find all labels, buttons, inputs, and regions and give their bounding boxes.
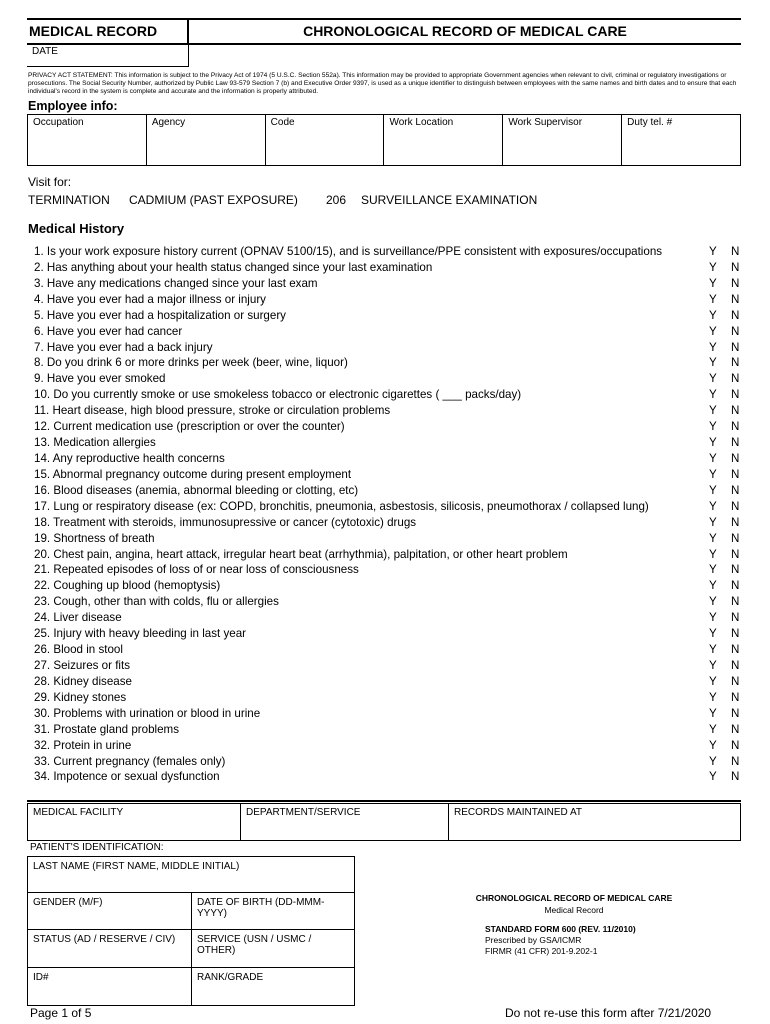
question-text: 7. Have you ever had a back injury: [34, 340, 213, 354]
question-row: [34, 244, 742, 260]
yes-option[interactable]: Y: [709, 436, 717, 450]
no-option[interactable]: N: [731, 388, 740, 402]
question-text: 10. Do you currently smoke or use smokeless tobacco or electronic cigarettes ( ___ packs/day): [34, 388, 522, 402]
gender-label: GENDER (M/F): [33, 897, 103, 908]
yes-option[interactable]: Y: [709, 292, 717, 306]
question-text: 33. Current pregnancy (females only): [34, 754, 226, 768]
dob-label: DATE OF BIRTH (DD-MMM-YYYY): [197, 897, 325, 919]
question-text: 32. Protein in urine: [34, 738, 132, 752]
yes-option[interactable]: Y: [709, 531, 717, 545]
no-option[interactable]: N: [731, 483, 740, 497]
no-option[interactable]: N: [731, 515, 740, 529]
question-row: [34, 324, 742, 340]
yes-option[interactable]: Y: [709, 388, 717, 402]
standard-form-block: [485, 924, 636, 957]
code-label: Code: [270, 117, 295, 128]
question-text: 12. Current medication use (prescription or over the counter): [34, 420, 345, 434]
yes-option[interactable]: Y: [709, 308, 717, 322]
work-location-field[interactable]: [384, 115, 503, 165]
visit-exam: SURVEILLANCE EXAMINATION: [361, 193, 538, 207]
question-text: 14. Any reproductive health concerns: [34, 451, 225, 465]
question-row: [34, 419, 742, 435]
yes-option[interactable]: Y: [709, 579, 717, 593]
employee-info-title: Employee info:: [28, 99, 118, 113]
yes-option[interactable]: Y: [709, 563, 717, 577]
yes-option[interactable]: Y: [709, 595, 717, 609]
question-text: 18. Treatment with steroids, immunosupressive or cancer (cytotoxic) drugs: [34, 515, 417, 529]
yes-option[interactable]: Y: [709, 770, 717, 784]
yes-option[interactable]: Y: [709, 690, 717, 704]
question-row: [34, 531, 742, 547]
question-row: [34, 403, 742, 419]
status-service-row: [28, 930, 354, 968]
question-text: 29. Kidney stones: [34, 690, 127, 704]
no-option[interactable]: N: [731, 356, 740, 370]
medical-history-questions: [34, 244, 742, 785]
no-option[interactable]: N: [731, 627, 740, 641]
form-info-subtitle: Medical Record: [544, 905, 604, 915]
yes-option[interactable]: Y: [709, 324, 717, 338]
patient-id-label: PATIENT'S IDENTIFICATION:: [30, 842, 164, 853]
question-text: 30. Problems with urination or blood in urine: [34, 706, 261, 720]
question-row: [34, 387, 742, 403]
question-row: [34, 435, 742, 451]
question-row: [34, 451, 742, 467]
form-header: [27, 18, 741, 45]
department-label: DEPARTMENT/SERVICE: [246, 807, 361, 818]
no-option[interactable]: N: [731, 451, 740, 465]
question-text: 21. Repeated episodes of loss of or near loss of consciousness: [34, 563, 359, 577]
duty-tel-field[interactable]: [622, 115, 740, 165]
no-option[interactable]: N: [731, 308, 740, 322]
no-option[interactable]: N: [731, 579, 740, 593]
page-number: Page 1 of 5: [30, 1006, 92, 1020]
question-row: [34, 499, 742, 515]
prescribed-by: Prescribed by GSA/ICMR: [485, 935, 582, 945]
gender-field[interactable]: [28, 893, 192, 929]
question-row: [34, 658, 742, 674]
yes-option[interactable]: Y: [709, 483, 717, 497]
agency-field[interactable]: [147, 115, 266, 165]
question-text: 31. Prostate gland problems: [34, 722, 180, 736]
question-row: [34, 467, 742, 483]
employee-info-table: [27, 114, 741, 166]
question-row: [34, 515, 742, 531]
firmr-reference: FIRMR (41 CFR) 201-9.202-1: [485, 946, 598, 956]
question-text: 15. Abnormal pregnancy outcome during present employment: [34, 467, 352, 481]
medical-history-title: Medical History: [28, 221, 125, 236]
question-text: 3. Have any medications changed since your last exam: [34, 276, 318, 290]
question-row: [34, 308, 742, 324]
id-rank-row: [28, 968, 354, 1005]
question-text: 17. Lung or respiratory disease (ex: COPD, bronchitis, pneumonia, asbestosis, silicosis, pneumothorax / collapsed lung): [34, 499, 649, 513]
date-label: DATE: [32, 46, 58, 57]
work-supervisor-label: Work Supervisor: [508, 117, 583, 128]
no-option[interactable]: N: [731, 276, 740, 290]
patient-id-table: [27, 856, 355, 1006]
standard-form-number: STANDARD FORM 600 (REV. 11/2010): [485, 924, 636, 934]
yes-option[interactable]: Y: [709, 643, 717, 657]
question-row: [34, 355, 742, 371]
agency-label: Agency: [151, 117, 186, 128]
question-row: [34, 690, 742, 706]
question-text: 23. Cough, other than with colds, flu or allergies: [34, 595, 279, 609]
question-row: [34, 562, 742, 578]
rank-field[interactable]: [192, 968, 354, 1005]
question-row: [34, 754, 742, 770]
question-row: [34, 722, 742, 738]
status-field[interactable]: [28, 930, 192, 967]
question-row: [34, 547, 742, 563]
yes-option[interactable]: Y: [709, 515, 717, 529]
dob-field[interactable]: [192, 893, 354, 929]
occupation-label: Occupation: [33, 117, 84, 128]
yes-option[interactable]: Y: [709, 722, 717, 736]
question-text: 13. Medication allergies: [34, 436, 156, 450]
id-field[interactable]: [28, 968, 192, 1005]
question-text: 4. Have you ever had a major illness or injury: [34, 292, 266, 306]
visit-exposure: CADMIUM (PAST EXPOSURE): [129, 193, 298, 207]
no-option[interactable]: N: [731, 738, 740, 752]
yes-option[interactable]: Y: [709, 451, 717, 465]
question-row: [34, 626, 742, 642]
visit-label: Visit for:: [28, 175, 72, 189]
yes-option[interactable]: Y: [709, 499, 717, 513]
form-info-title: CHRONOLOGICAL RECORD OF MEDICAL CARE: [475, 893, 673, 903]
status-label: STATUS (AD / RESERVE / CIV): [33, 934, 176, 945]
question-text: 26. Blood in stool: [34, 643, 123, 657]
no-option[interactable]: N: [731, 324, 740, 338]
question-row: [34, 674, 742, 690]
work-location-label: Work Location: [389, 117, 454, 128]
yes-option[interactable]: Y: [709, 356, 717, 370]
question-row: [34, 706, 742, 722]
no-option[interactable]: N: [731, 292, 740, 306]
no-option[interactable]: N: [731, 499, 740, 513]
no-option[interactable]: N: [731, 595, 740, 609]
yes-option[interactable]: Y: [709, 611, 717, 625]
yes-option[interactable]: Y: [709, 706, 717, 720]
yes-option[interactable]: Y: [709, 467, 717, 481]
question-row: [34, 260, 742, 276]
question-row: [34, 292, 742, 308]
medical-record-title: MEDICAL RECORD: [27, 20, 189, 43]
yes-option[interactable]: Y: [709, 276, 717, 290]
occupation-field[interactable]: [28, 115, 147, 165]
question-text: 28. Kidney disease: [34, 674, 132, 688]
last-name-field[interactable]: [28, 857, 354, 893]
no-option[interactable]: N: [731, 690, 740, 704]
reuse-notice: Do not re-use this form after 7/21/2020: [505, 1006, 712, 1020]
question-row: [34, 371, 742, 387]
question-row: [34, 769, 742, 785]
question-row: [34, 483, 742, 499]
yes-option[interactable]: Y: [709, 674, 717, 688]
form-main-title: CHRONOLOGICAL RECORD OF MEDICAL CARE: [303, 23, 627, 39]
yes-option[interactable]: Y: [709, 547, 717, 561]
service-label: SERVICE (USN / USMC / OTHER): [197, 934, 312, 956]
medical-facility-field[interactable]: [28, 804, 241, 840]
no-option[interactable]: N: [731, 674, 740, 688]
question-text: 1. Is your work exposure history current (OPNAV 5100/15), and is surveillance/PPE consistent with exposures/occupations: [34, 245, 663, 258]
question-text: 5. Have you ever had a hospitalization or surgery: [34, 308, 286, 322]
records-maintained-field[interactable]: [449, 804, 740, 840]
yes-option[interactable]: Y: [709, 260, 717, 274]
question-text: 11. Heart disease, high blood pressure, stroke or circulation problems: [34, 404, 391, 418]
no-option[interactable]: N: [731, 420, 740, 434]
question-text: 34. Impotence or sexual dysfunction: [34, 770, 220, 784]
visit-code: 206: [326, 193, 347, 207]
no-option[interactable]: N: [731, 245, 740, 258]
question-row: [34, 642, 742, 658]
question-text: 27. Seizures or fits: [34, 658, 131, 672]
question-text: 22. Coughing up blood (hemoptysis): [34, 579, 221, 593]
no-option[interactable]: N: [731, 404, 740, 418]
yes-option[interactable]: Y: [709, 658, 717, 672]
question-text: 6. Have you ever had cancer: [34, 324, 183, 338]
question-row: [34, 340, 742, 356]
gender-dob-row: [28, 893, 354, 930]
yes-option[interactable]: Y: [709, 404, 717, 418]
yes-option[interactable]: Y: [709, 420, 717, 434]
work-supervisor-field[interactable]: [503, 115, 622, 165]
question-row: [34, 738, 742, 754]
no-option[interactable]: N: [731, 467, 740, 481]
question-text: 9. Have you ever smoked: [34, 372, 166, 386]
question-text: 19. Shortness of breath: [34, 531, 155, 545]
yes-option[interactable]: Y: [709, 627, 717, 641]
no-option[interactable]: N: [731, 722, 740, 736]
facility-table: [27, 803, 741, 841]
question-text: 16. Blood diseases (anemia, abnormal bleeding or clotting, etc): [34, 483, 359, 497]
rank-label: RANK/GRADE: [197, 972, 264, 983]
last-name-label: LAST NAME (FIRST NAME, MIDDLE INITIAL): [33, 861, 240, 872]
medical-facility-label: MEDICAL FACILITY: [33, 807, 124, 818]
records-maintained-label: RECORDS MAINTAINED AT: [454, 807, 582, 818]
no-option[interactable]: N: [731, 547, 740, 561]
no-option[interactable]: N: [731, 658, 740, 672]
no-option[interactable]: N: [731, 754, 740, 768]
no-option[interactable]: N: [731, 531, 740, 545]
yes-option[interactable]: Y: [709, 372, 717, 386]
question-text: 20. Chest pain, angina, heart attack, irregular heart beat (arrhythmia), palpitation, or other heart problem: [34, 547, 568, 561]
yes-option[interactable]: Y: [709, 754, 717, 768]
section-divider: [27, 800, 741, 802]
question-text: 24. Liver disease: [34, 611, 122, 625]
question-row: [34, 276, 742, 292]
no-option[interactable]: N: [731, 611, 740, 625]
code-field[interactable]: [266, 115, 385, 165]
yes-option[interactable]: Y: [709, 340, 717, 354]
duty-tel-label: Duty tel. #: [627, 117, 673, 128]
no-option[interactable]: N: [731, 563, 740, 577]
question-text: 25. Injury with heavy bleeding in last year: [34, 627, 247, 641]
no-option[interactable]: N: [731, 260, 740, 274]
question-row: [34, 578, 742, 594]
question-text: 8. Do you drink 6 or more drinks per week (beer, wine, liquor): [34, 356, 348, 370]
no-option[interactable]: N: [731, 770, 740, 784]
question-row: [34, 610, 742, 626]
yes-option[interactable]: Y: [709, 245, 717, 258]
no-option[interactable]: N: [731, 436, 740, 450]
service-field[interactable]: [192, 930, 354, 967]
privacy-statement: PRIVACY ACT STATEMENT: This information is subject to the Privacy Act of 1974 (5 U.S.C. Section 552a). This information may be provided to appropriate Government agencies when relevant to civil, criminal or regulatory investigations or prosecutions. The Social Security Number, authorized by Public Law 93-579 Section 7 (b) and Executive Order 9397, is used as a unique identifier to distinguish between employees with the same names and birth dates and to ensure that each individual's record in the system is complete and accurate and the information is properly attributed.: [28, 72, 737, 95]
department-field[interactable]: [241, 804, 449, 840]
no-option[interactable]: N: [731, 340, 740, 354]
no-option[interactable]: N: [731, 706, 740, 720]
no-option[interactable]: N: [731, 643, 740, 657]
visit-type: TERMINATION: [28, 193, 110, 207]
question-row: [34, 594, 742, 610]
question-text: 2. Has anything about your health status changed since your last examination: [34, 260, 433, 274]
yes-option[interactable]: Y: [709, 738, 717, 752]
id-label: ID#: [33, 972, 49, 983]
no-option[interactable]: N: [731, 372, 740, 386]
date-field[interactable]: [27, 45, 189, 67]
